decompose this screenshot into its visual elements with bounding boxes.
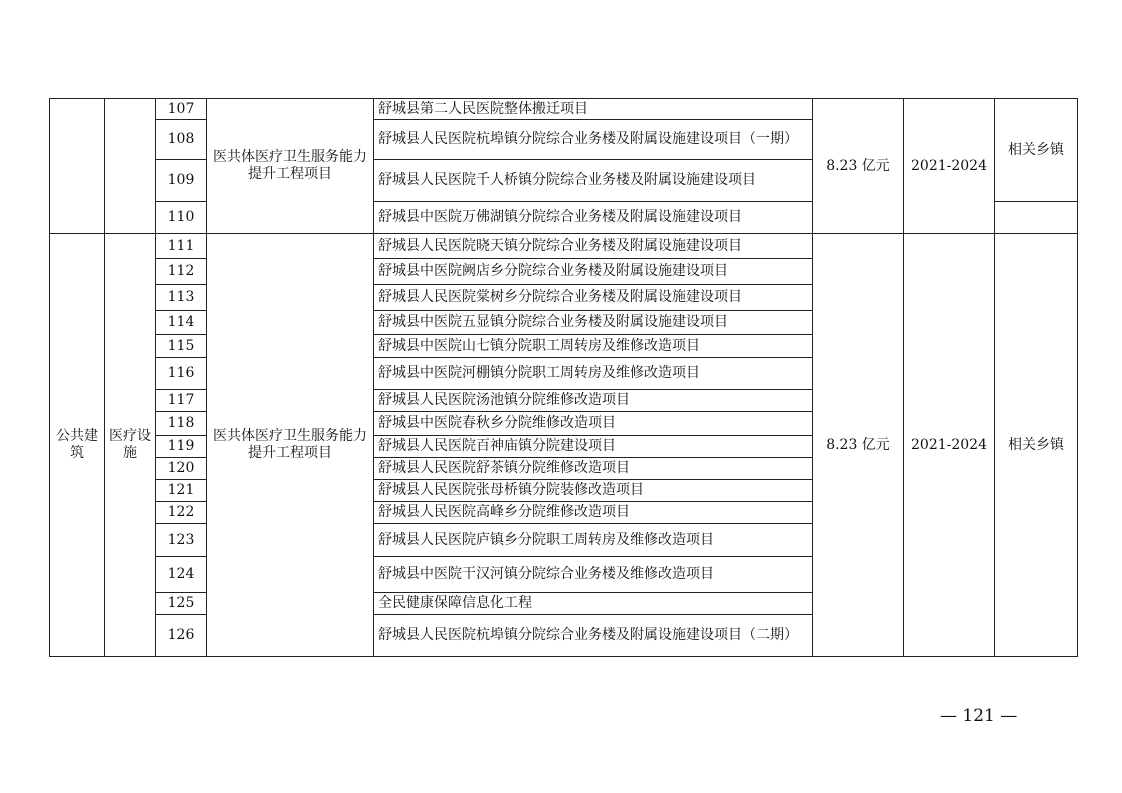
project-name: 舒城县中医院山七镇分院职工周转房及维修改造项目 xyxy=(374,335,813,358)
row-number: 115 xyxy=(156,335,207,358)
row-number: 110 xyxy=(156,202,207,234)
project-table xyxy=(49,98,1078,657)
row-number: 108 xyxy=(156,120,207,160)
investment: 8.23 亿元 xyxy=(813,99,904,234)
row-number: 116 xyxy=(156,358,207,390)
project-name: 舒城县人民医院晓天镇分院综合业务楼及附属设施建设项目 xyxy=(374,234,813,259)
project-name: 舒城县人民医院高峰乡分院维修改造项目 xyxy=(374,502,813,524)
row-number: 125 xyxy=(156,593,207,615)
group-label: 医共体医疗卫生服务能力提升工程项目 xyxy=(207,234,374,657)
table-row xyxy=(50,99,1078,120)
category-cell-empty xyxy=(50,99,105,234)
row-number: 113 xyxy=(156,285,207,311)
project-name: 舒城县人民医院舒茶镇分院维修改造项目 xyxy=(374,458,813,480)
page-number: — 121 — xyxy=(940,706,1018,726)
row-number: 117 xyxy=(156,390,207,412)
row-number: 126 xyxy=(156,615,207,657)
row-number: 112 xyxy=(156,259,207,285)
subcategory: 医疗设施 xyxy=(105,234,156,657)
project-name: 舒城县中医院春秋乡分院维修改造项目 xyxy=(374,412,813,436)
project-name: 舒城县人民医院张母桥镇分院装修改造项目 xyxy=(374,480,813,502)
row-number: 119 xyxy=(156,436,207,458)
project-name: 舒城县第二人民医院整体搬迁项目 xyxy=(374,99,813,120)
project-name: 舒城县人民医院杭埠镇分院综合业务楼及附属设施建设项目（二期） xyxy=(374,615,813,657)
project-name: 舒城县中医院河棚镇分院职工周转房及维修改造项目 xyxy=(374,358,813,390)
row-number: 109 xyxy=(156,160,207,202)
project-name: 舒城县中医院万佛湖镇分院综合业务楼及附属设施建设项目 xyxy=(374,202,813,234)
row-number: 122 xyxy=(156,502,207,524)
row-number: 114 xyxy=(156,311,207,335)
row-number: 124 xyxy=(156,557,207,593)
row-number: 111 xyxy=(156,234,207,259)
project-name: 舒城县人民医院百神庙镇分院建设项目 xyxy=(374,436,813,458)
location: 相关乡镇 xyxy=(995,99,1078,202)
project-name: 舒城县中医院五显镇分院综合业务楼及附属设施建设项目 xyxy=(374,311,813,335)
row-number: 120 xyxy=(156,458,207,480)
table-row xyxy=(50,234,1078,259)
category: 公共建筑 xyxy=(50,234,105,657)
row-number: 118 xyxy=(156,412,207,436)
project-name: 舒城县中医院干汉河镇分院综合业务楼及维修改造项目 xyxy=(374,557,813,593)
project-name: 舒城县人民医院千人桥镇分院综合业务楼及附属设施建设项目 xyxy=(374,160,813,202)
row-number: 123 xyxy=(156,524,207,557)
project-name: 舒城县人民医院杭埠镇分院综合业务楼及附属设施建设项目（一期） xyxy=(374,120,813,160)
project-name: 舒城县人民医院汤池镇分院维修改造项目 xyxy=(374,390,813,412)
location: 相关乡镇 xyxy=(995,234,1078,657)
years: 2021-2024 xyxy=(904,234,995,657)
project-name: 全民健康保障信息化工程 xyxy=(374,593,813,615)
location-cell-empty xyxy=(995,202,1078,234)
row-number: 121 xyxy=(156,480,207,502)
subcategory-cell-empty xyxy=(105,99,156,234)
row-number: 107 xyxy=(156,99,207,120)
project-name: 舒城县中医院阙店乡分院综合业务楼及附属设施建设项目 xyxy=(374,259,813,285)
years: 2021-2024 xyxy=(904,99,995,234)
project-name: 舒城县人民医院庐镇乡分院职工周转房及维修改造项目 xyxy=(374,524,813,557)
investment: 8.23 亿元 xyxy=(813,234,904,657)
group-label: 医共体医疗卫生服务能力提升工程项目 xyxy=(207,99,374,234)
project-name: 舒城县人民医院棠树乡分院综合业务楼及附属设施建设项目 xyxy=(374,285,813,311)
